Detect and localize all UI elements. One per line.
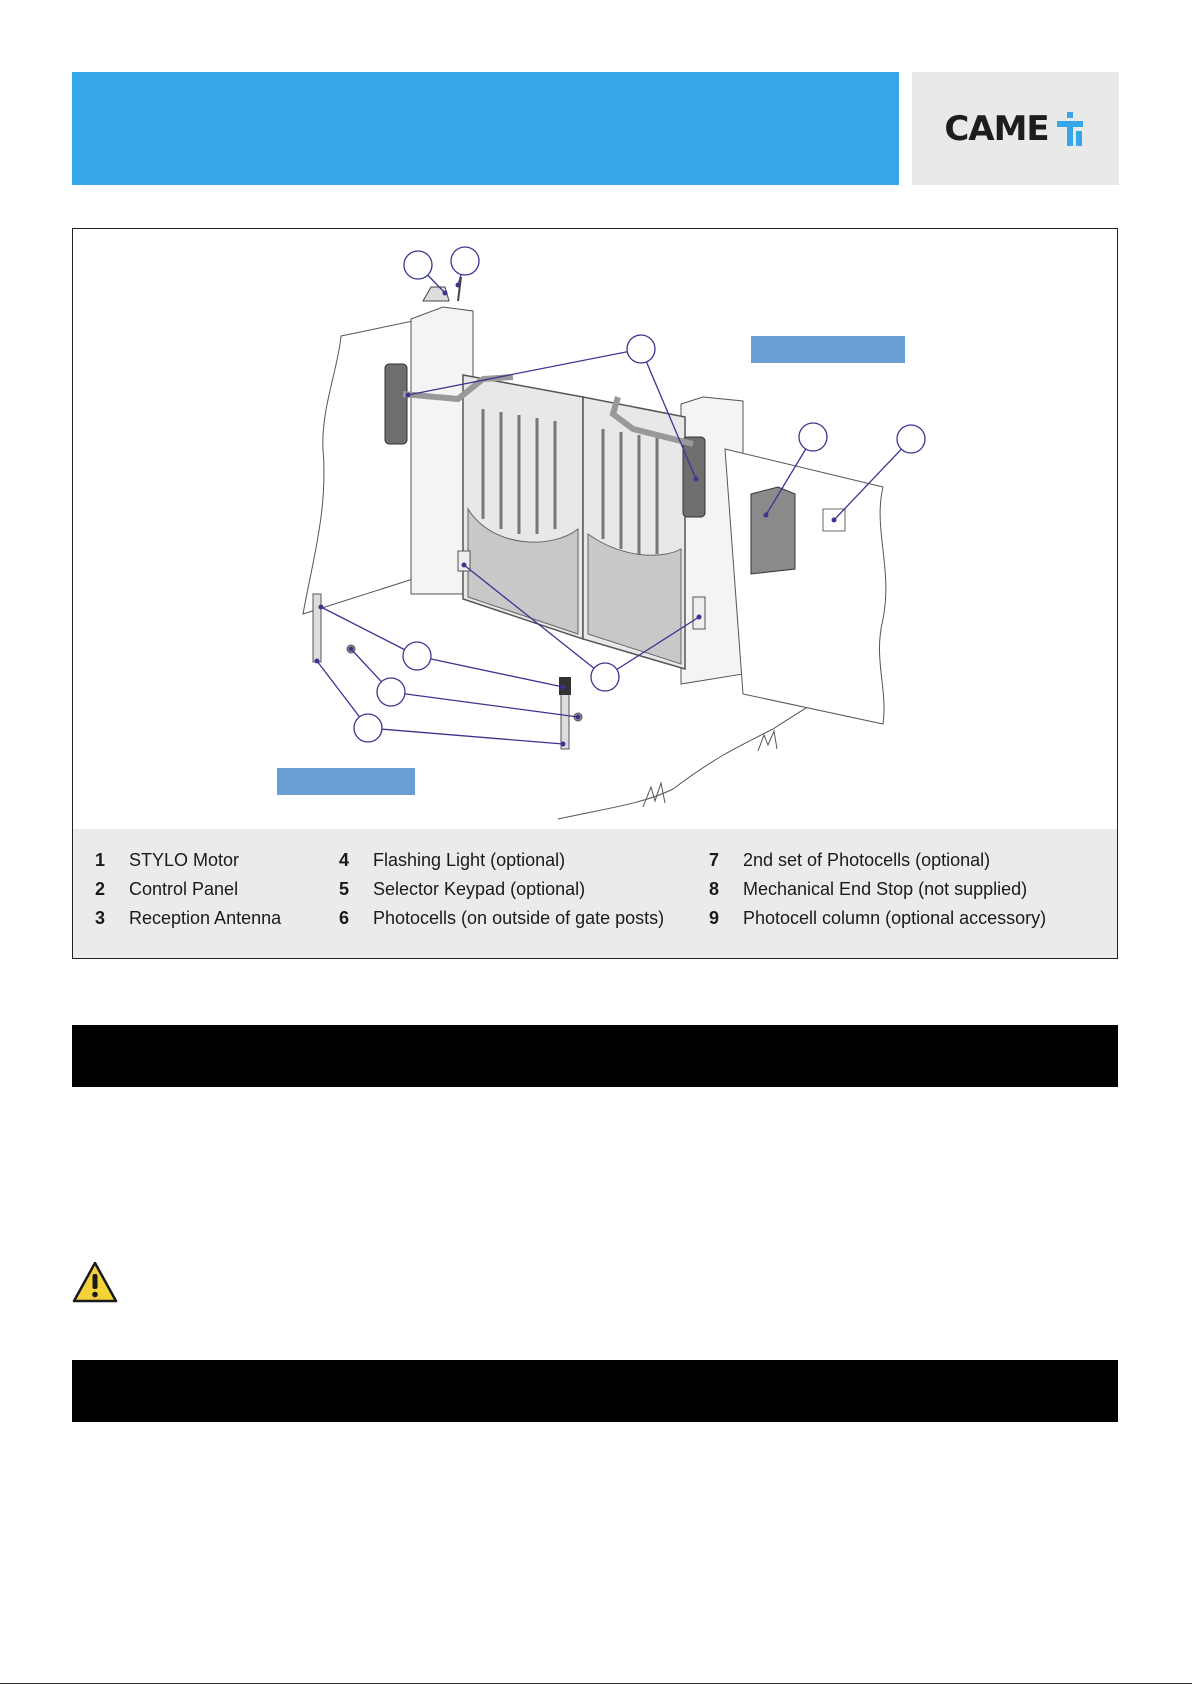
section-heading-bar (72, 1360, 1118, 1422)
motor-left (385, 364, 407, 444)
installation-diagram (72, 228, 1118, 959)
came-t-mark-icon (1057, 112, 1087, 146)
legend-number: 2 (95, 879, 106, 899)
legend-text: Selector Keypad (optional) (373, 879, 586, 899)
label-placeholder (277, 768, 415, 795)
legend-number: 5 (339, 879, 350, 899)
legend-number: 7 (709, 850, 720, 870)
legend-number: 3 (95, 908, 106, 928)
gate-installation-illustration (73, 229, 1117, 829)
came-logo (912, 72, 1119, 185)
motor-right (683, 437, 705, 517)
section-heading-bar (72, 1025, 1118, 1087)
ground-outline (558, 689, 833, 819)
legend-number: 1 (95, 850, 106, 870)
page-bottom-rule (0, 1683, 1192, 1684)
legend-number: 9 (709, 908, 720, 928)
header-banner (72, 72, 899, 185)
legend-text: Flashing Light (optional) (373, 850, 566, 870)
legend-number: 6 (339, 908, 350, 928)
legend-text: 2nd set of Photocells (optional) (743, 850, 991, 870)
warning-triangle-icon (72, 1261, 118, 1303)
legend-text: Control Panel (129, 879, 239, 899)
diagram-legend (73, 829, 1117, 958)
control-panel (751, 487, 795, 574)
grass-tuft (643, 783, 665, 807)
photocell-right-post (693, 597, 705, 629)
legend-number: 8 (709, 879, 720, 899)
label-placeholder (751, 336, 905, 363)
logo-wordmark: CAME (944, 108, 1049, 149)
legend-text: Photocells (on outside of gate posts) (373, 908, 665, 928)
legend-number: 4 (339, 850, 350, 870)
legend-text: Photocell column (optional accessory) (743, 908, 1047, 928)
photocell-column-left (313, 594, 321, 662)
legend-text: Reception Antenna (129, 908, 282, 928)
legend-text: STYLO Motor (129, 850, 240, 870)
legend-text: Mechanical End Stop (not supplied) (743, 879, 1028, 899)
grass-tuft (758, 731, 777, 751)
